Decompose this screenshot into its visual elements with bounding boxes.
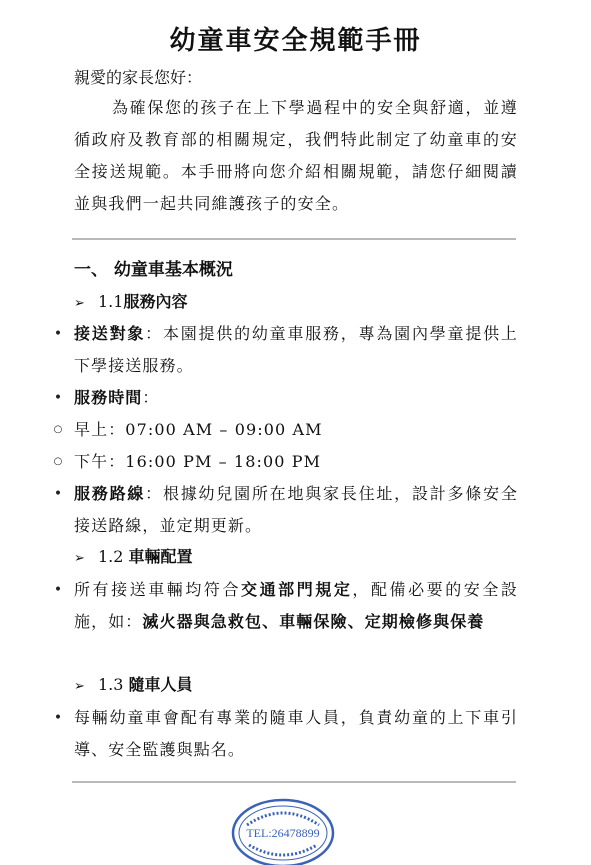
item-text: 所有接送車輛均符合: [74, 580, 242, 599]
item-label: 服務路線: [74, 484, 146, 503]
bullet-dot-icon: •: [53, 486, 63, 502]
bullet-circle-icon: ○: [53, 424, 63, 435]
arrow-bullet-icon: ➢: [74, 296, 85, 311]
subsection-number: 1.1: [98, 292, 124, 311]
item-text: ，配備必要的安全設施，如：: [74, 580, 519, 631]
bullet-dot-icon: •: [53, 390, 63, 406]
item-emphasis: 交通部門規定: [241, 580, 353, 599]
subsection-1-3: [74, 672, 193, 700]
item-text: ：根據幼兒園所在地與家長住址，設計多條安全接送路線，並定期更新。: [74, 484, 518, 535]
intro-paragraph: 為確保您的孩子在上下學過程中的安全與舒適，並遵循政府及教育部的相關規定，我們特此制定了幼童車的安全接送規範。本手冊將向您介紹相關規範，請您仔細閱讀並與我們一起共同維護孩子的安全。: [74, 98, 518, 213]
subsection-label: 服務內容: [123, 292, 188, 311]
list-item-afternoon: 下午：16:00 PM – 18:00 PM: [74, 452, 322, 471]
subsection-label: 車輛配置: [128, 547, 193, 566]
subsection-label: 隨車人員: [128, 675, 193, 694]
item-text: ：本園提供的幼童車服務，專為園內學童提供上下學接送服務。: [74, 324, 518, 375]
list-item-vehicle: [74, 574, 518, 638]
item-emphasis: 滅火器與急救包、車輛保險、定期檢修與保養: [142, 612, 485, 631]
subsection-1-2: [74, 544, 193, 572]
subsection-number: 1.2: [98, 547, 124, 566]
divider-bottom: [72, 781, 516, 783]
item-label: 接送對象: [74, 324, 146, 343]
list-item-morning: 早上：07:00 AM – 09:00 AM: [74, 420, 323, 439]
greeting: 親愛的家長您好：: [74, 68, 203, 87]
subsection-1-1: [74, 289, 187, 317]
arrow-bullet-icon: ➢: [74, 679, 85, 694]
list-item-hours: [74, 382, 518, 414]
list-item-target: [74, 318, 518, 382]
arrow-bullet-icon: ➢: [74, 551, 85, 566]
list-item-staff: 每輛幼童車會配有專業的隨車人員，負責幼童的上下車引導、安全監護與點名。: [74, 708, 518, 759]
bullet-circle-icon: ○: [53, 456, 63, 467]
bullet-dot-icon: •: [53, 582, 63, 598]
item-text: ：: [142, 388, 160, 407]
company-seal-icon: [229, 795, 337, 865]
seal-phone: TEL:26478899: [246, 826, 320, 840]
bullet-dot-icon: •: [53, 710, 63, 726]
divider-top: [72, 238, 516, 240]
document-title: 幼童車安全規範手冊: [169, 26, 422, 56]
bullet-dot-icon: •: [53, 326, 63, 342]
list-item-route: [74, 478, 518, 542]
subsection-number: 1.3: [98, 675, 124, 694]
item-label: 服務時間: [74, 388, 143, 407]
section-heading-1: 一、 幼童車基本概況: [74, 260, 233, 280]
